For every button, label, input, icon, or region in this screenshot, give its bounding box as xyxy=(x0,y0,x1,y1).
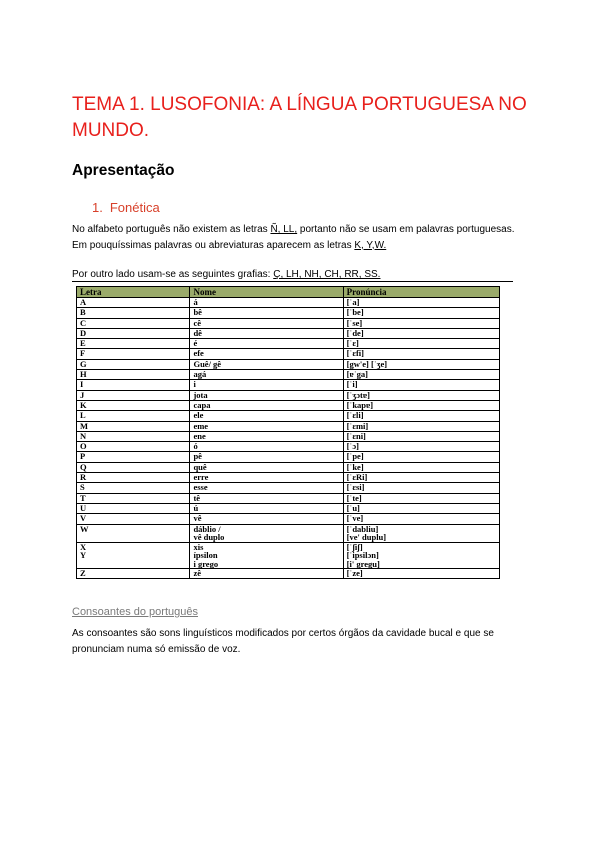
cell-pronuncia: [ˈi] xyxy=(343,380,499,390)
cell-pronuncia: [ˈpe] xyxy=(343,452,499,462)
table-row xyxy=(77,359,500,369)
cell-nome: dê xyxy=(190,328,343,338)
table-top-rule xyxy=(72,281,513,282)
cell-letra: L xyxy=(77,411,190,421)
cell-nome: ó xyxy=(190,442,343,452)
table-row xyxy=(77,370,500,380)
header-nome: Nome xyxy=(190,287,343,298)
cell-nome: ú xyxy=(190,503,343,513)
table-header-row xyxy=(77,287,500,298)
cell-pronuncia: [ˈɛsi] xyxy=(343,483,499,493)
alphabet-table xyxy=(76,286,500,579)
cell-letra: P xyxy=(77,452,190,462)
cell-letra: U xyxy=(77,503,190,513)
cell-pronuncia: [ˈɛRi] xyxy=(343,473,499,483)
table-row xyxy=(77,431,500,441)
cell-pronuncia: [ˈa] xyxy=(343,298,499,308)
para1-text-a: No alfabeto português não existem as letras xyxy=(72,224,271,235)
cell-letra: N xyxy=(77,431,190,441)
cell-pronuncia: [ˈkapɐ] xyxy=(343,400,499,410)
cell-nome: xis ípsilon i grego xyxy=(190,542,343,569)
cell-letra: F xyxy=(77,349,190,359)
cell-pronuncia: [ˈɛ] xyxy=(343,339,499,349)
cell-letra: O xyxy=(77,442,190,452)
cell-letra: R xyxy=(77,473,190,483)
cell-nome: eme xyxy=(190,421,343,431)
table-row xyxy=(77,411,500,421)
header-letra: Letra xyxy=(77,287,190,298)
para2-text-a: Por outro lado usam-se as seguintes grafias: xyxy=(72,269,274,280)
table-body xyxy=(77,298,500,579)
table-row xyxy=(77,503,500,513)
cell-letra: G xyxy=(77,359,190,369)
table-row xyxy=(77,442,500,452)
cell-letra: I xyxy=(77,380,190,390)
table-row xyxy=(77,462,500,472)
cell-letra: M xyxy=(77,421,190,431)
table-row xyxy=(77,318,500,328)
cell-nome: esse xyxy=(190,483,343,493)
table-row xyxy=(77,349,500,359)
table-row xyxy=(77,390,500,400)
consonants-heading: Consoantes do português xyxy=(72,606,198,618)
cell-nome: capa xyxy=(190,400,343,410)
table-row xyxy=(77,339,500,349)
table-row xyxy=(77,473,500,483)
cell-nome: efe xyxy=(190,349,343,359)
cell-letra: Q xyxy=(77,462,190,472)
table-row xyxy=(77,542,500,569)
cell-nome: agá xyxy=(190,370,343,380)
cell-nome: erre xyxy=(190,473,343,483)
cell-letra: H xyxy=(77,370,190,380)
cell-letra: S xyxy=(77,483,190,493)
cell-nome: zê xyxy=(190,569,343,579)
cell-pronuncia: [ˈse] xyxy=(343,318,499,328)
para1-underlined-a: Ñ, LL, xyxy=(270,224,298,235)
table-row xyxy=(77,328,500,338)
cell-pronuncia: [ˈke] xyxy=(343,462,499,472)
cell-nome: á xyxy=(190,298,343,308)
cell-nome: i xyxy=(190,380,343,390)
table-row xyxy=(77,493,500,503)
cell-nome: quê xyxy=(190,462,343,472)
cell-nome: ene xyxy=(190,431,343,441)
cell-pronuncia: [ˈɔ] xyxy=(343,442,499,452)
cell-nome: dáblio / vê duplo xyxy=(190,524,343,542)
cell-letra: V xyxy=(77,514,190,524)
table-row xyxy=(77,380,500,390)
table-row xyxy=(77,452,500,462)
para1-underlined-b: K, Y,W. xyxy=(354,239,387,251)
table-row xyxy=(77,569,500,579)
table-row xyxy=(77,421,500,431)
cell-letra: X Y xyxy=(77,542,190,569)
cell-pronuncia: [gw'e] [ˈʒe] xyxy=(343,359,499,369)
cell-pronuncia: [ˈɛni] xyxy=(343,431,499,441)
cell-pronuncia: [ɐˈga] xyxy=(343,370,499,380)
cell-pronuncia: [ˈɛmi] xyxy=(343,421,499,431)
cell-pronuncia: [ˈɛli] xyxy=(343,411,499,421)
cell-pronuncia: [ˈdabliu] [ve' duplu] xyxy=(343,524,499,542)
paragraph-alphabet xyxy=(72,222,532,253)
cell-nome: jota xyxy=(190,390,343,400)
cell-letra: E xyxy=(77,339,190,349)
cell-pronuncia: [ˈu] xyxy=(343,503,499,513)
cell-nome: é xyxy=(190,339,343,349)
subsection-label: Fonética xyxy=(109,200,160,215)
cell-pronuncia: [ˈze] xyxy=(343,569,499,579)
header-pronuncia: Pronúncia xyxy=(343,287,499,298)
subsection-number: 1. xyxy=(92,200,103,215)
cell-pronuncia: [ˈte] xyxy=(343,493,499,503)
cell-pronuncia: [ˈde] xyxy=(343,328,499,338)
para2-underlined-a: Ç, LH, NH, CH, RR, SS. xyxy=(273,269,381,280)
section-heading: Apresentação xyxy=(72,162,175,179)
table-row xyxy=(77,483,500,493)
cell-letra: K xyxy=(77,400,190,410)
page-title: TEMA 1. LUSOFONIA: A LÍNGUA PORTUGUESA NO MUNDO. xyxy=(72,94,527,141)
table-row xyxy=(77,514,500,524)
cell-letra: Z xyxy=(77,569,190,579)
cell-nome: bê xyxy=(190,308,343,318)
table-row xyxy=(77,524,500,542)
cell-letra: D xyxy=(77,328,190,338)
cell-pronuncia: [ˈbe] xyxy=(343,308,499,318)
para1-text-b: portanto não se usam em palavras portuguesas. Em pouquíssimas palavras ou abreviaturas aparecem as letras xyxy=(72,224,515,251)
cell-pronuncia: [ˈʃiʃ] [ˈipsilɔn] [i' gregu] xyxy=(343,542,499,569)
table-row xyxy=(77,400,500,410)
cell-nome: pê xyxy=(190,452,343,462)
cell-letra: B xyxy=(77,308,190,318)
cell-pronuncia: [ˈɛfi] xyxy=(343,349,499,359)
cell-letra: C xyxy=(77,318,190,328)
cell-pronuncia: [ˈve] xyxy=(343,514,499,524)
cell-letra: T xyxy=(77,493,190,503)
table-row xyxy=(77,298,500,308)
subsection-heading xyxy=(92,200,160,215)
cell-nome: vê xyxy=(190,514,343,524)
paragraph-consonants: As consoantes são sons linguísticos modificados por certos órgãos da cavidade bucal e que se pronunciam numa só emissão de voz. xyxy=(72,628,494,655)
cell-nome: Guê/ gê xyxy=(190,359,343,369)
cell-nome: ele xyxy=(190,411,343,421)
cell-nome: tê xyxy=(190,493,343,503)
cell-letra: A xyxy=(77,298,190,308)
cell-pronuncia: [ˈʒɔtɐ] xyxy=(343,390,499,400)
cell-letra: W xyxy=(77,524,190,542)
cell-nome: cê xyxy=(190,318,343,328)
cell-letra: J xyxy=(77,390,190,400)
table-row xyxy=(77,308,500,318)
